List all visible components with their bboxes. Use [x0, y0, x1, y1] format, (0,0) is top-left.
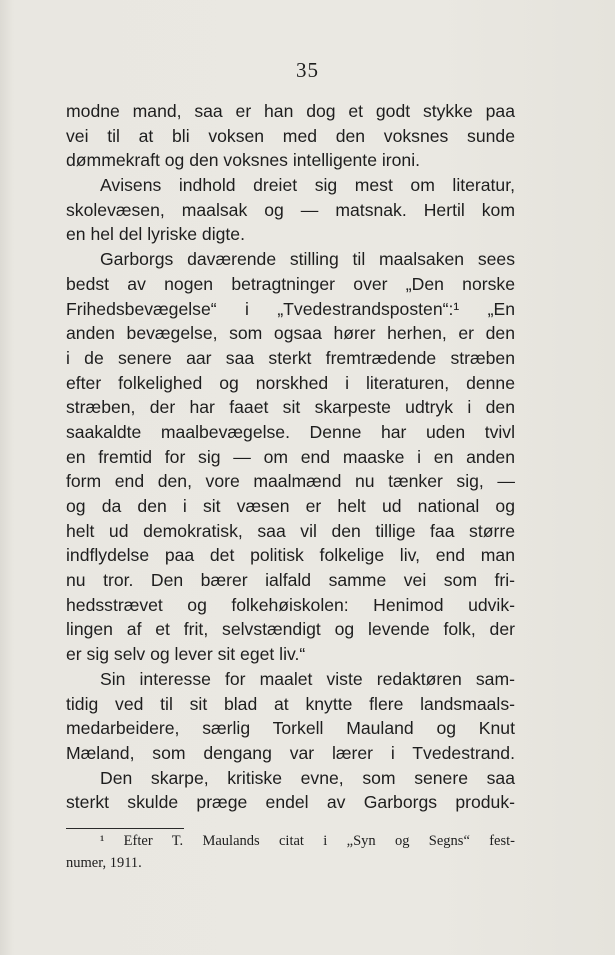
- text-line: Frihedsbevægelse“ i „Tvedestrandsposten“:¹ „En: [66, 298, 515, 319]
- text-line: bedst av nogen betragtninger over „Den norske: [66, 273, 515, 294]
- text-line: Sin interesse for maalet viste redaktøren sam-: [100, 668, 515, 689]
- text-line: Garborgs daværende stilling til maalsaken sees: [100, 249, 515, 270]
- text-line: dømmekraft og den voksnes intelligente ironi.: [66, 150, 421, 171]
- footnote-line: ¹ Efter T. Maulands citat i „Syn og Segns“ fest-: [100, 833, 515, 849]
- text-line: skolevæsen, maalsak og — matsnak. Hertil kom: [66, 199, 515, 220]
- text-line: indflydelse paa det politisk folkelige liv, end man: [66, 545, 515, 566]
- text-line: lingen af et frit, selvstændigt og levende folk, der: [66, 619, 515, 640]
- text-line: i de senere aar saa sterkt fremtrædende stræben: [66, 347, 515, 368]
- text-line: en hel del lyriske digte.: [66, 224, 245, 245]
- text-line: stræben, der har faaet sit skarpeste udtryk i den: [66, 397, 515, 418]
- text-line: Den skarpe, kritiske evne, som senere saa: [100, 767, 515, 788]
- text-line: Avisens indhold dreiet sig mest om literatur,: [100, 175, 515, 196]
- footnote-divider: [66, 828, 184, 829]
- text-line: efter folkelighed og norskhed i literaturen, denne: [66, 372, 515, 393]
- text-line: medarbeidere, særlig Torkell Mauland og Knut: [66, 718, 515, 739]
- text-line: saakaldte maalbevægelse. Denne har uden tvivl: [66, 421, 515, 442]
- body-text: [66, 99, 515, 815]
- page-number: 35: [296, 58, 319, 82]
- text-line: vei til at bli voksen med den voksnes sunde: [66, 125, 515, 146]
- text-line: hedsstrævet og folkehøiskolen: Henimod udvik-: [66, 594, 515, 615]
- text-line: er sig selv og lever sit eget liv.“: [66, 644, 306, 665]
- text-line: helt ud demokratisk, saa vil den tillige faa større: [66, 520, 515, 541]
- text-line: en fremtid for sig — om end maaske i en anden: [66, 446, 515, 467]
- text-line: anden bevægelse, som ogsaa hører herhen, er den: [66, 323, 515, 344]
- footnote: [66, 830, 515, 874]
- footnote-line: numer, 1911.: [66, 855, 142, 871]
- text-line: tidig ved til sit blad at knytte flere landsmaals-: [66, 693, 515, 714]
- text-line: Mæland, som dengang var lærer i Tvedestrand.: [66, 742, 515, 763]
- text-line: og da den i sit væsen er helt ud national og: [66, 496, 515, 516]
- text-line: modne mand, saa er han dog et godt stykke paa: [66, 101, 515, 121]
- text-line: form end den, vore maalmænd nu tænker sig, —: [66, 471, 515, 492]
- text-line: nu tror. Den bærer ialfald samme vei som fri-: [66, 570, 515, 591]
- text-line: sterkt skulde præge endel av Garborgs produk-: [66, 792, 515, 813]
